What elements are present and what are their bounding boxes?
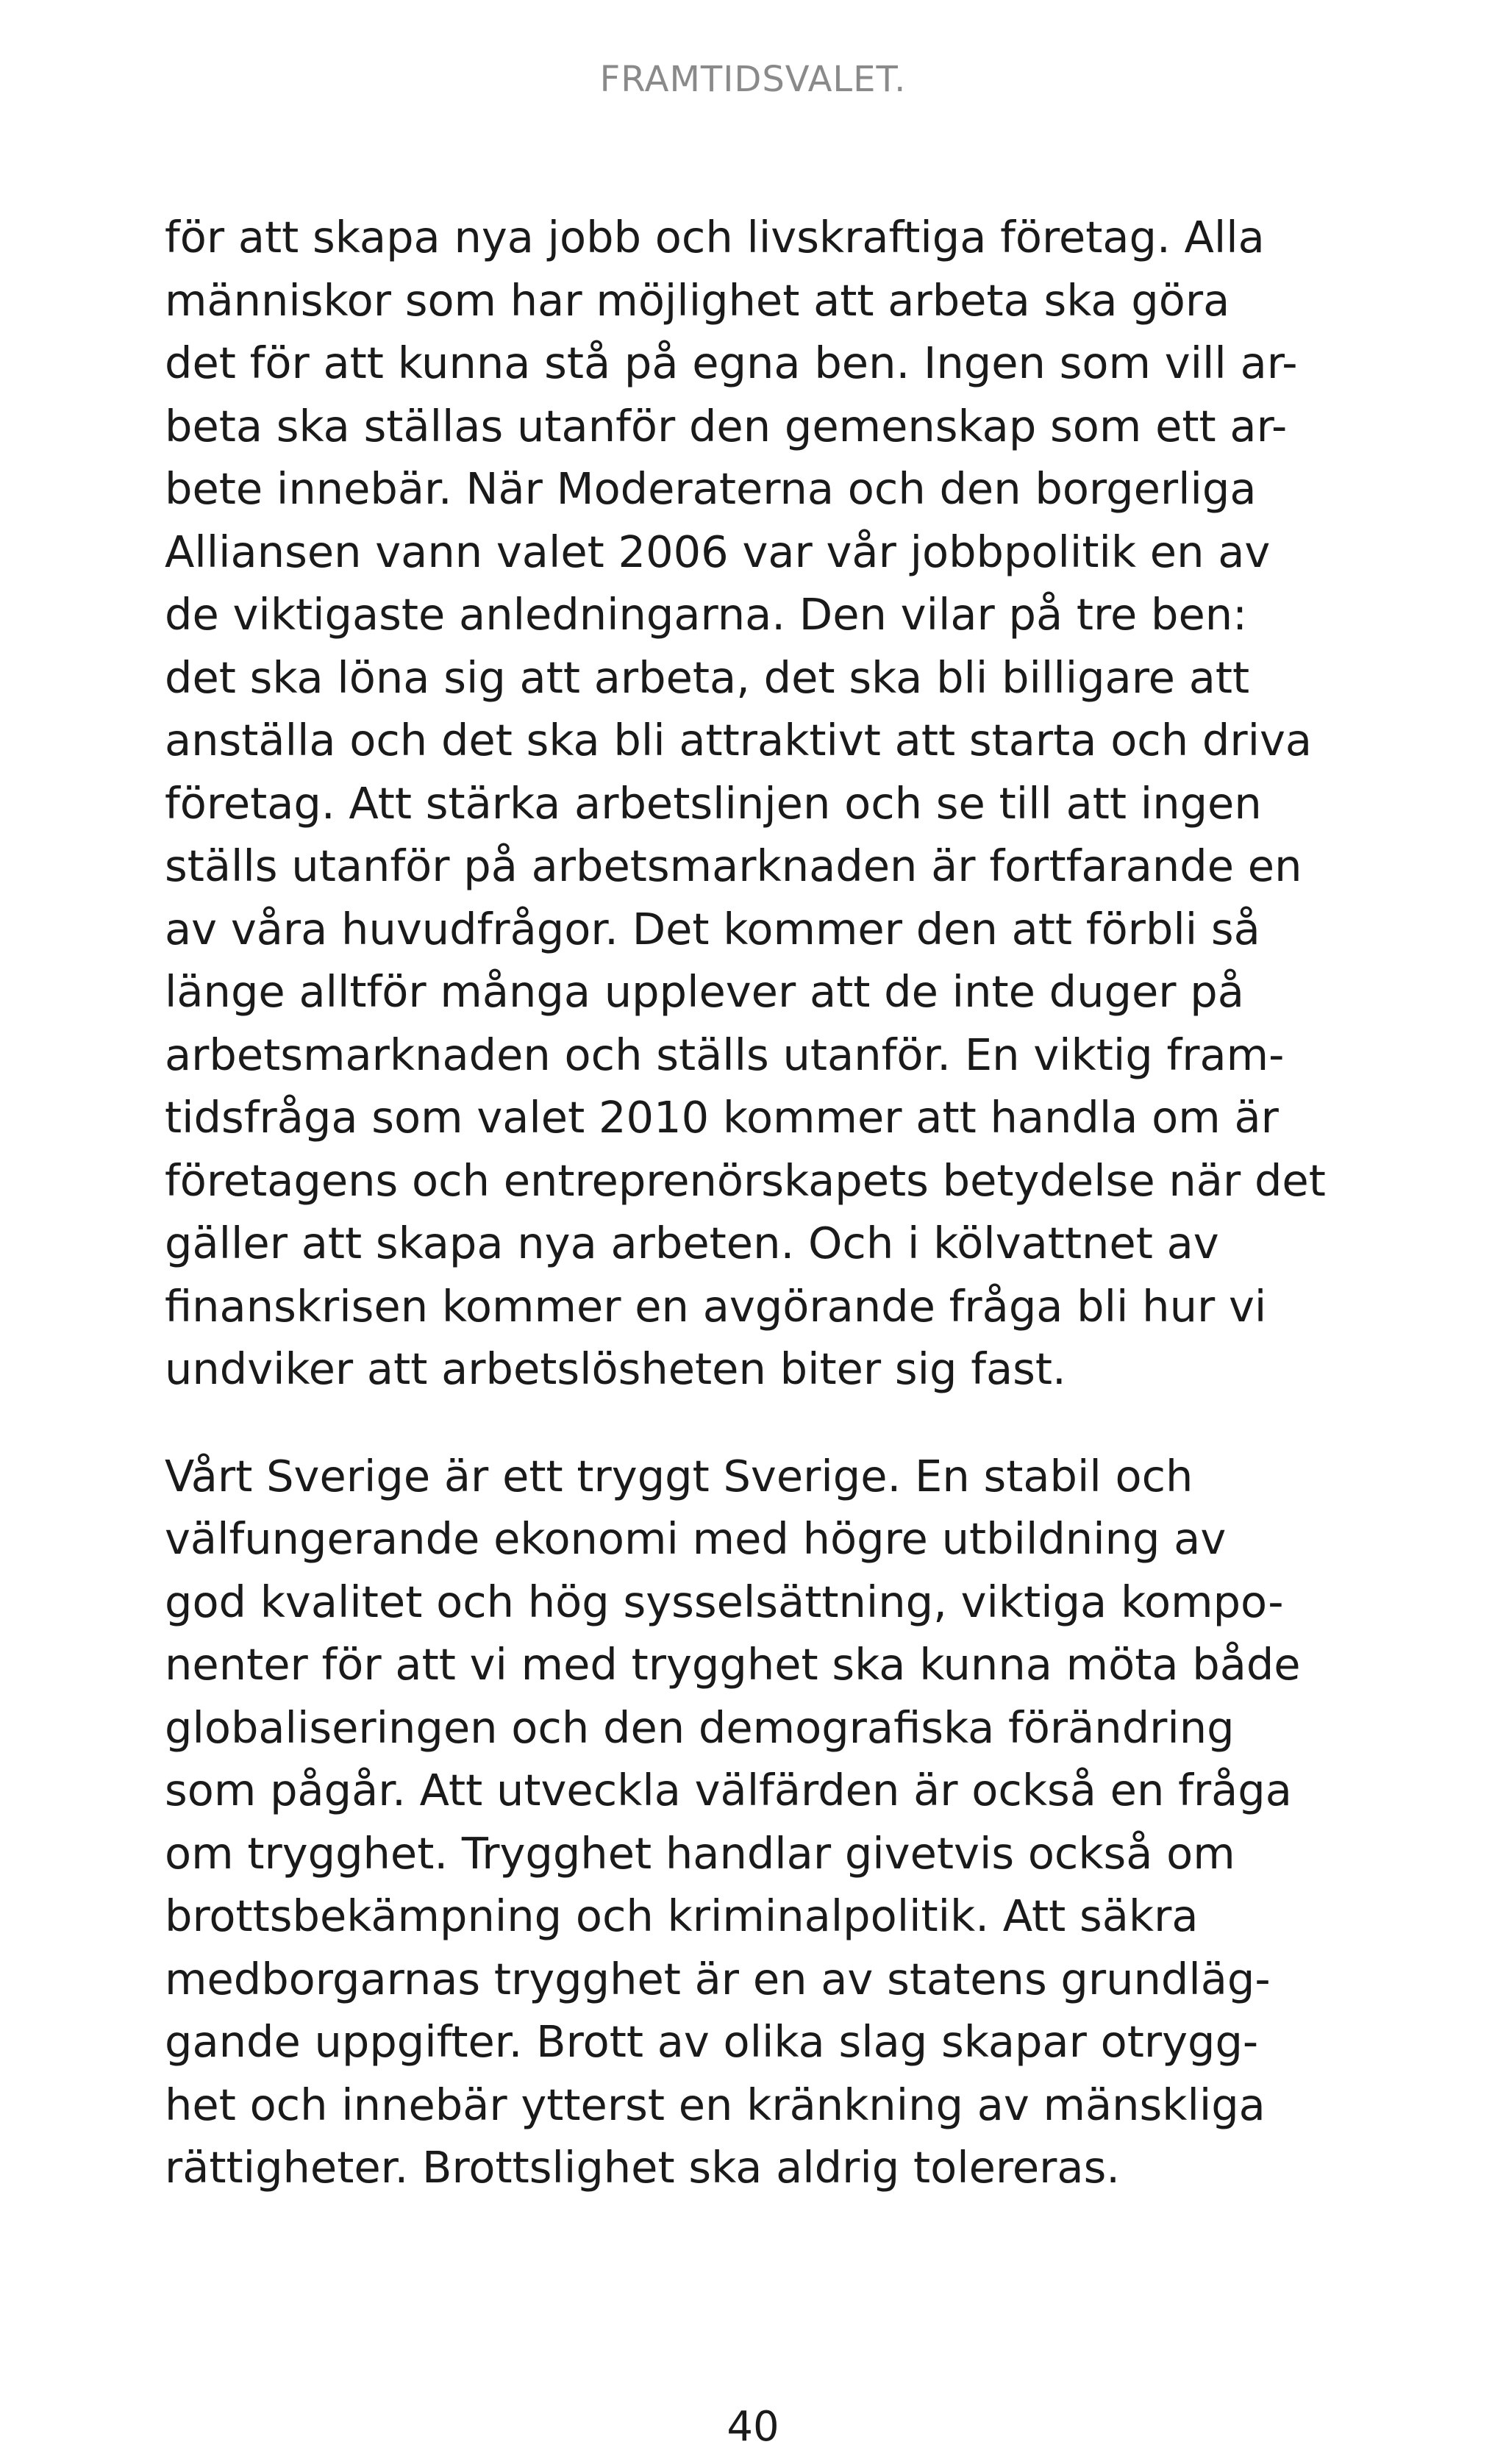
text-line: finanskrisen kommer en avgörande fråga bli hur vi (165, 1280, 1267, 1332)
text-line: gande uppgifter. Brott av olika slag skapar otrygg- (165, 2016, 1259, 2067)
text-line: Alliansen vann valet 2006 var vår jobbpolitik en av (165, 526, 1271, 577)
text-line: människor som har möjlighet att arbeta ska göra (165, 274, 1230, 326)
paragraph-spacer (165, 1401, 1268, 1445)
text-line: företag. Att stärka arbetslinjen och se till att ingen (165, 777, 1262, 829)
text-line: länge alltför många upplever att de inte duger på (165, 966, 1244, 1017)
paragraph-jobs (165, 206, 1326, 1401)
text-line: bete innebär. När Moderaterna och den borgerliga (165, 463, 1257, 514)
text-line: medborgarnas trygghet är en av statens grundläg- (165, 1953, 1271, 2004)
text-line: tidsfråga som valet 2010 kommer att handla om är (165, 1092, 1279, 1143)
text-line: globaliseringen och den demografiska förändring (165, 1701, 1235, 1753)
text-line: beta ska ställas utanför den gemenskap som ett ar- (165, 400, 1288, 451)
text-line: het och innebär ytterst en kränkning av mänskliga (165, 2079, 1266, 2130)
text-line: nenter för att vi med trygghet ska kunna möta både (165, 1639, 1301, 1690)
text-line: ställs utanför på arbetsmarknaden är fortfarande en (165, 840, 1302, 891)
page-number: 40 (727, 2403, 779, 2451)
text-line: Vårt Sverige är ett tryggt Sverige. En stabil och (165, 1450, 1193, 1501)
text-line: de viktigaste anledningarna. Den vilar på tre ben: (165, 589, 1248, 640)
text-line: anställa och det ska bli attraktivt att starta och driva (165, 715, 1313, 765)
text-line: rättigheter. Brottslighet ska aldrig tolereras. (165, 2142, 1121, 2193)
text-line: för att skapa nya jobb och livskraftiga företag. Alla (165, 212, 1265, 263)
text-line: det ska löna sig att arbeta, det ska bli billigare att (165, 651, 1250, 703)
paragraph-security (165, 1445, 1301, 2199)
text-line: som pågår. Att utveckla välfärden är också en fråga (165, 1765, 1292, 1815)
text-line: det för att kunna stå på egna ben. Ingen som vill ar- (165, 338, 1298, 388)
text-line: välfungerande ekonomi med högre utbildning av (165, 1513, 1227, 1564)
text-line: brottsbekämpning och kriminalpolitik. Att säkra (165, 1890, 1199, 1941)
body-text (165, 206, 1326, 2199)
text-line: om trygghet. Trygghet handlar givetvis också om (165, 1827, 1235, 1879)
text-line: arbetsmarknaden och ställs utanför. En viktig fram- (165, 1029, 1285, 1080)
text-line: gäller att skapa nya arbeten. Och i kölvattnet av (165, 1218, 1219, 1268)
text-line: av våra huvudfrågor. Det kommer den att förbli så (165, 903, 1260, 954)
running-header: FRAMTIDSVALET. (599, 59, 907, 100)
text-line: god kvalitet och hög sysselsättning, viktiga kompo- (165, 1576, 1284, 1627)
text-line: företagens och entreprenörskapets betydelse när det (165, 1154, 1326, 1206)
text-line: undviker att arbetslösheten biter sig fast. (165, 1343, 1066, 1394)
